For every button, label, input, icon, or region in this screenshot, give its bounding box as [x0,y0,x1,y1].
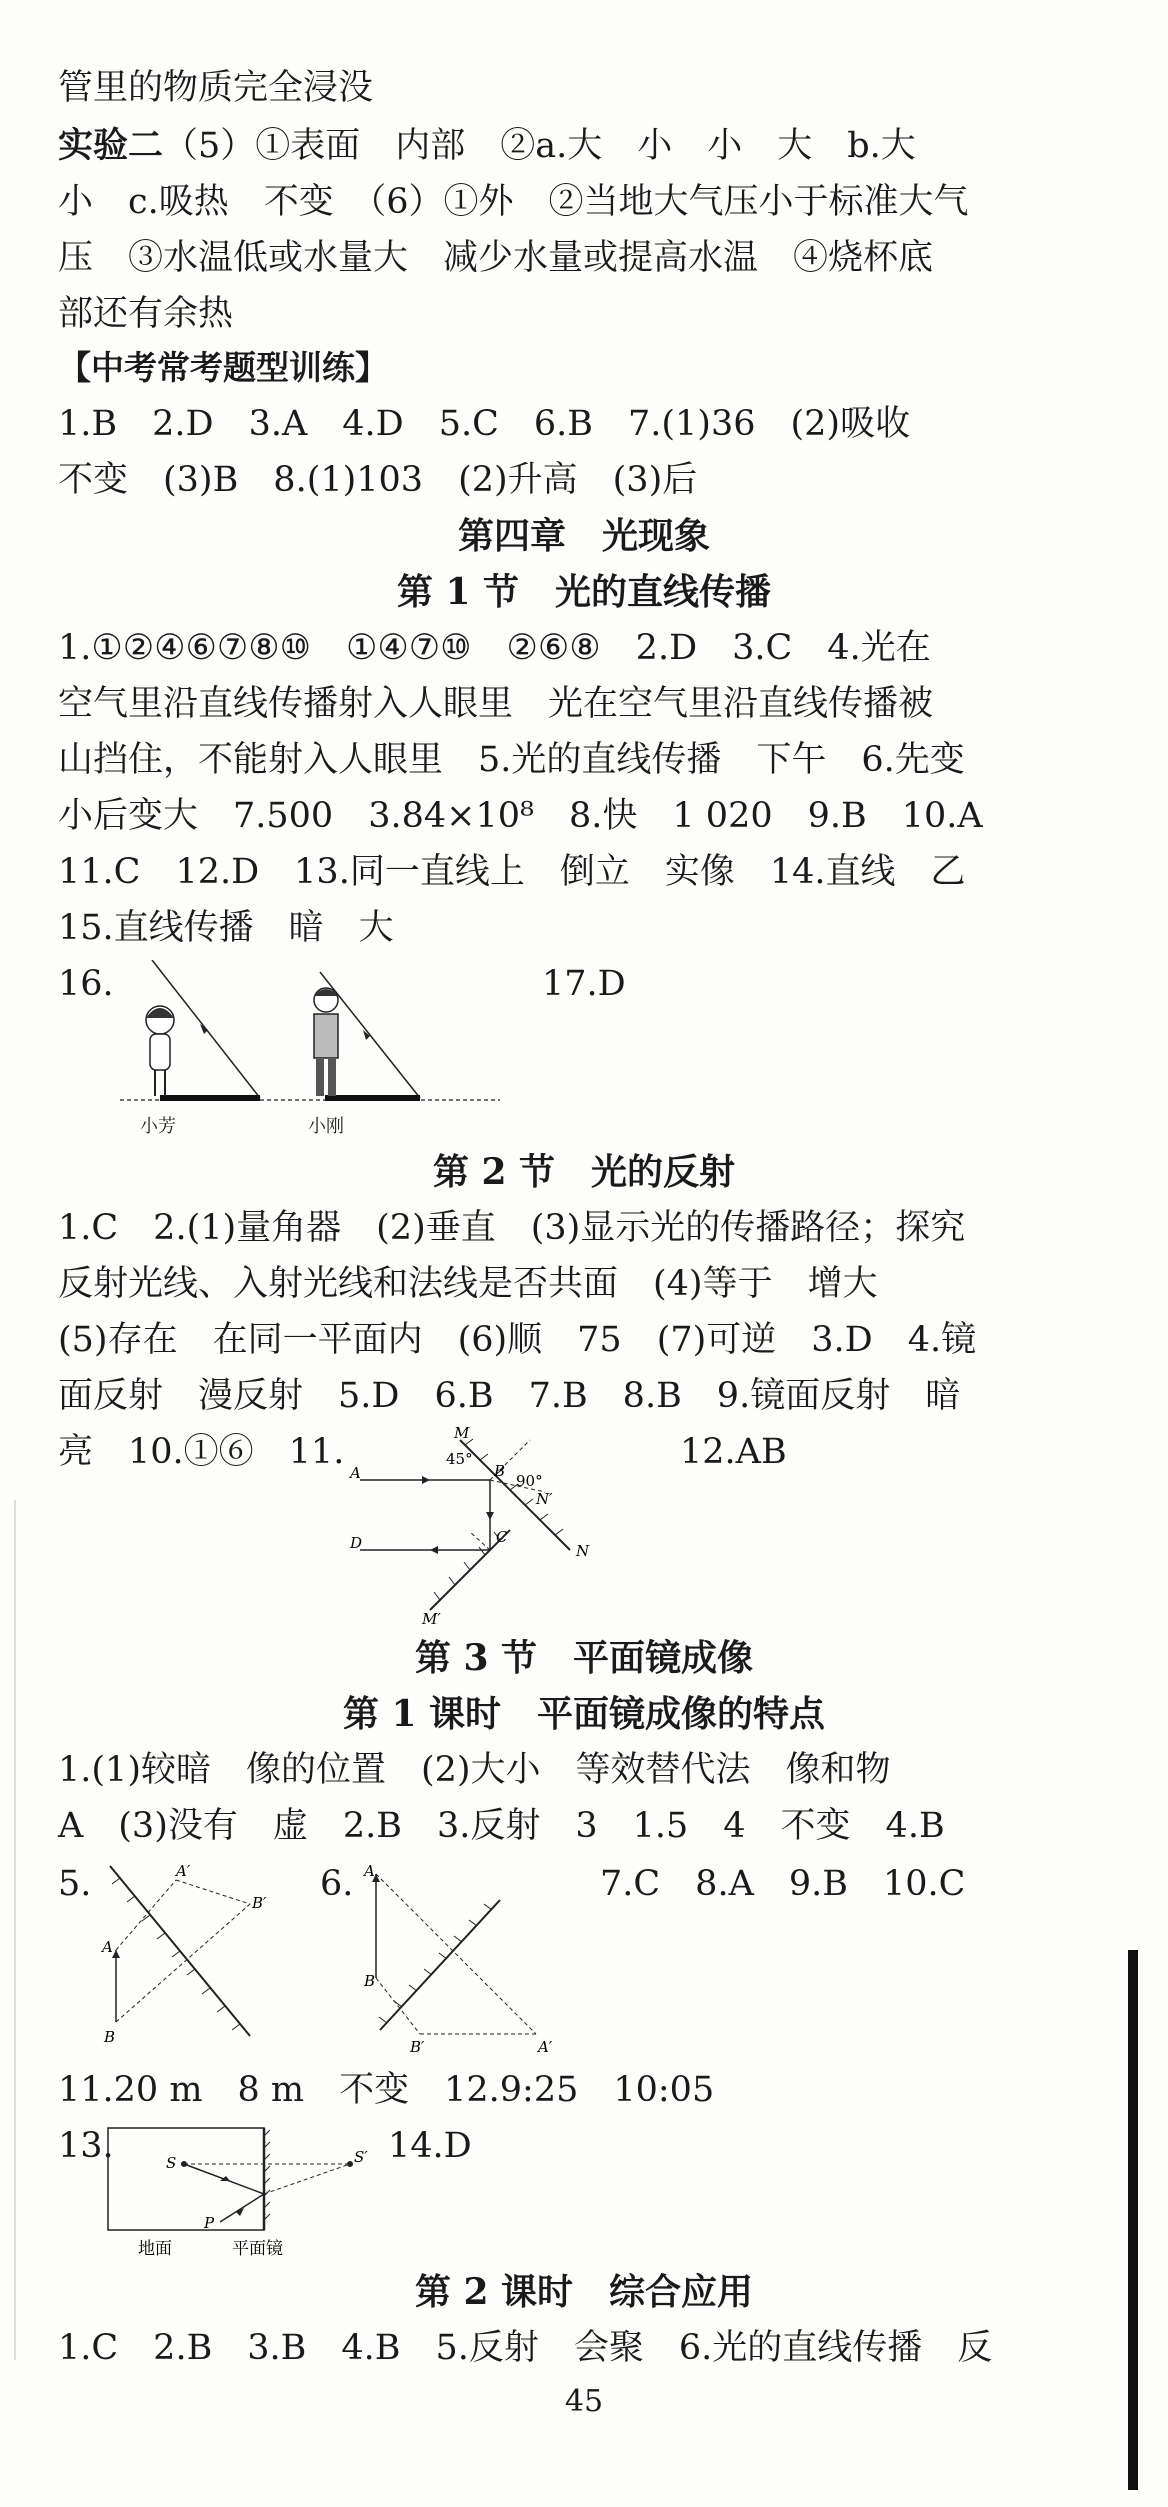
scan-edge [14,1500,16,2360]
label-S-prime: S′ [354,2148,368,2166]
mirror-diagram-5 [90,1860,270,2060]
page-number: 45 [564,2384,604,2419]
label-A: A [364,1862,375,1880]
label-90: 90° [516,1472,543,1490]
section-title: 第 1 节 光的直线传播 [396,571,772,613]
room-mirror-diagram [100,2124,380,2274]
text-line: 空气里沿直线传播射入人眼里 光在空气里沿直线传播被 [58,684,934,724]
text-line: 反射光线、入射光线和法线是否共面 (4)等于 增大 [58,1264,878,1304]
label-B: B [364,1972,376,1990]
answer-text: 14.D [388,2126,472,2166]
label-P: P [204,2214,215,2232]
boy-label: 小刚 [308,1116,344,1137]
answer-text: （5）①表面 内部 ②a.大 小 小 大 b.大 [163,126,916,166]
mirror-label: 平面镜 [232,2239,283,2259]
text-line: 压 ③水温低或水量大 减少水量或提高水温 ④烧杯底 [58,238,934,278]
answer-text: 7.C 8.A 9.B 10.C [600,1864,966,1904]
text-line: (5)存在 在同一平面内 (6)顺 75 (7)可逆 3.D 4.镜 [58,1320,977,1360]
question-number: 13. [58,2126,114,2166]
label-A: A [350,1464,361,1482]
label-M-prime: M′ [422,1610,441,1628]
question-number: 6. [320,1864,354,1904]
label-A-prime: A′ [176,1862,191,1880]
text-line: A (3)没有 虚 2.B 3.反射 3 1.5 4 不变 4.B [58,1806,945,1846]
chapter-title: 第四章 光现象 [457,515,710,557]
shadow-diagram [120,960,520,1140]
text-line: 15.直线传播 暗 大 [58,908,394,948]
mirror-diagram-6 [360,1860,580,2060]
text-line: 小后变大 7.500 3.84×10⁸ 8.快 1 020 9.B 10.A [58,796,983,836]
question-number: 5. [58,1864,92,1904]
reflection-diagram [340,1420,630,1630]
question-number: 16. [58,964,114,1004]
ground-label: 地面 [138,2239,172,2259]
label-45: 45° [446,1450,473,1468]
section-label: 【中考常考题型训练】 [58,348,388,387]
text-line: 1.C 2.(1)量角器 (2)垂直 (3)显示光的传播路径；探究 [58,1208,966,1248]
boy-figure [314,988,338,1096]
text-line: 亮 10.①⑥ 11. [58,1432,345,1472]
text-line: 部还有余热 [58,294,234,334]
text-line [58,124,916,168]
label-B-prime: B′ [252,1894,267,1912]
label-S: S [166,2154,177,2172]
text-line: 山挡住，不能射入人眼里 5.光的直线传播 下午 6.先变 [58,740,965,780]
text-line: 1.(1)较暗 像的位置 (2)大小 等效替代法 像和物 [58,1750,891,1790]
label-M: M [454,1424,470,1442]
text-line: 1.B 2.D 3.A 4.D 5.C 6.B 7.(1)36 (2)吸收 [58,404,911,444]
answer-text: 12.AB [680,1432,787,1472]
text-line: 1.C 2.B 3.B 4.B 5.反射 会聚 6.光的直线传播 反 [58,2328,993,2368]
text-line: 1.①②④⑥⑦⑧⑩ ①④⑦⑩ ②⑥⑧ 2.D 3.C 4.光在 [58,628,931,668]
section-title: 第 3 节 平面镜成像 [414,1637,754,1679]
label-B: B [104,2028,116,2046]
text-line: 面反射 漫反射 5.D 6.B 7.B 8.B 9.镜面反射 暗 [58,1376,961,1416]
text-line: 11.20 m 8 m 不变 12.9:25 10:05 [58,2070,715,2110]
label-N-prime: N′ [536,1490,553,1508]
text-line: 管里的物质完全浸没 [58,68,374,108]
text-line: 不变 (3)B 8.(1)103 (2)升高 (3)后 [58,460,698,500]
experiment-label: 实验二 [58,125,164,166]
girl-figure [146,1006,174,1096]
label-D: D [350,1534,363,1552]
girl-label: 小芳 [140,1116,176,1137]
label-B-prime: B′ [410,2038,425,2056]
label-N: N [576,1542,590,1560]
section-title: 第 2 节 光的反射 [432,1151,736,1193]
text-line: 11.C 12.D 13.同一直线上 倒立 实像 14.直线 乙 [58,852,966,892]
label-C: C [496,1528,508,1546]
lesson-title: 第 1 课时 平面镜成像的特点 [342,1693,826,1735]
text-line: 小 c.吸热 不变 （6）①外 ②当地大气压小于标准大气 [58,182,969,222]
label-A: A [102,1938,113,1956]
answer-text: 17.D [542,964,626,1004]
label-B: B [494,1462,506,1480]
lesson-title: 第 2 课时 综合应用 [414,2271,754,2313]
label-A-prime: A′ [538,2038,553,2056]
